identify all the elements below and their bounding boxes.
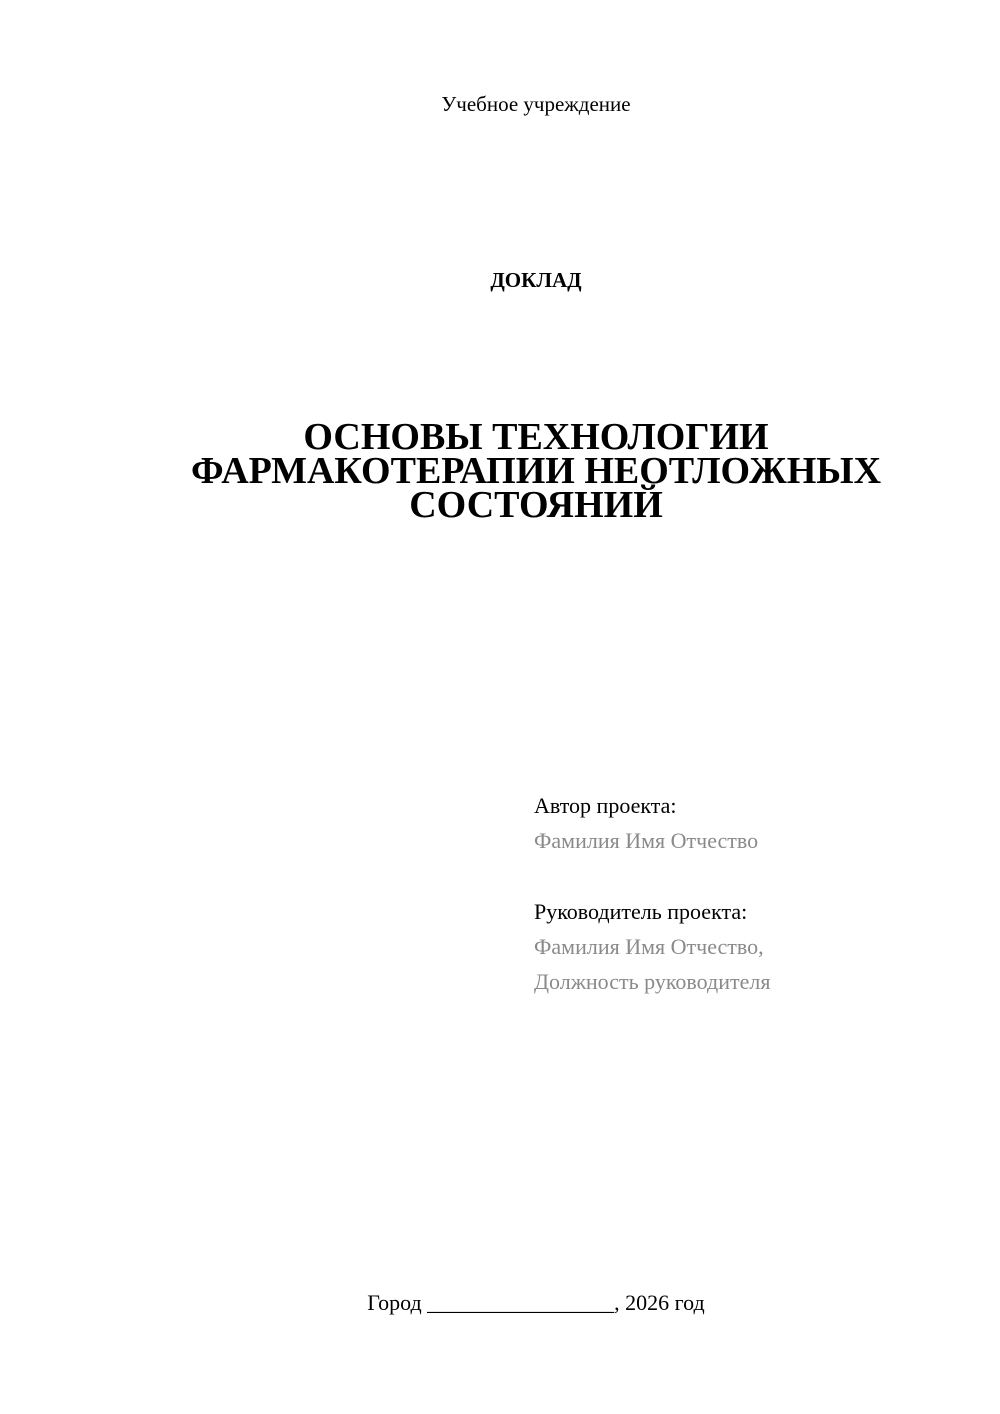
report-title-line: СОСТОЯНИЙ: [409, 484, 663, 526]
supervisor-position: Должность руководителя: [534, 969, 771, 994]
author-label: Автор проекта:: [534, 793, 677, 818]
city-year-line: Город _________________, 2026 год: [367, 1290, 705, 1315]
credits-spacer: [534, 858, 974, 894]
credits-block: [534, 788, 974, 999]
report-title-line: ФАРМАКОТЕРАПИИ НЕОТЛОЖНЫХ: [190, 450, 882, 492]
supervisor-label: Руководитель проекта:: [534, 899, 748, 924]
report-title-line: ОСНОВЫ ТЕХНОЛОГИИ: [303, 416, 769, 458]
document-type: ДОКЛАД: [490, 268, 582, 292]
institution-name: Учебное учреждение: [441, 92, 631, 116]
author-name: Фамилия Имя Отчество: [534, 828, 759, 853]
supervisor-name: Фамилия Имя Отчество,: [534, 934, 764, 959]
report-title: [140, 416, 932, 526]
